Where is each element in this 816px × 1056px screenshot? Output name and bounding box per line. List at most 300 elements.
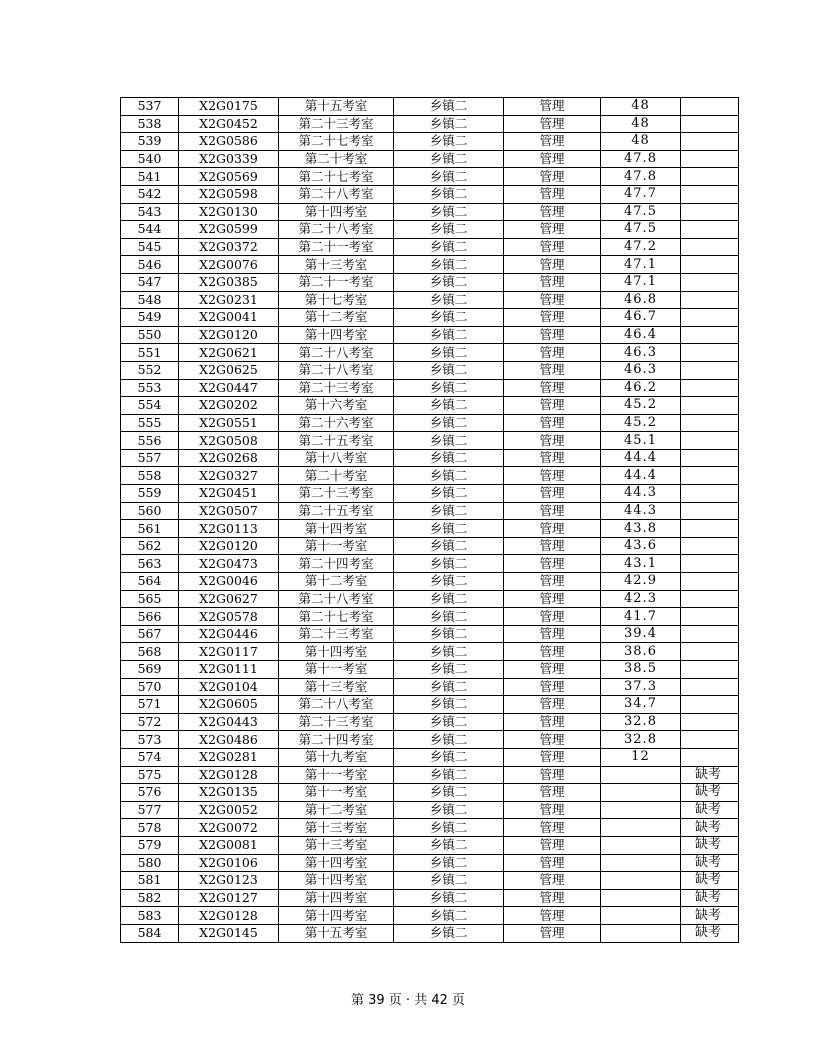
cell-category: 管理	[504, 731, 601, 749]
cell-seq: 547	[121, 273, 179, 291]
cell-area: 乡镇二	[394, 397, 504, 415]
cell-remark: 缺考	[681, 766, 739, 784]
cell-exam-id: X2G0120	[179, 537, 279, 555]
cell-seq: 562	[121, 537, 179, 555]
cell-room: 第十三考室	[279, 836, 394, 854]
cell-seq: 548	[121, 291, 179, 309]
table-row	[121, 643, 739, 661]
cell-area: 乡镇二	[394, 133, 504, 151]
table-row	[121, 625, 739, 643]
cell-category: 管理	[504, 256, 601, 274]
cell-exam-id: X2G0508	[179, 432, 279, 450]
cell-score: 47.7	[601, 185, 681, 203]
cell-remark	[681, 256, 739, 274]
table-row	[121, 485, 739, 503]
cell-room: 第十四考室	[279, 854, 394, 872]
cell-seq: 559	[121, 485, 179, 503]
cell-exam-id: X2G0135	[179, 784, 279, 802]
cell-area: 乡镇二	[394, 485, 504, 503]
cell-score	[601, 889, 681, 907]
cell-score: 42.9	[601, 573, 681, 591]
cell-exam-id: X2G0625	[179, 361, 279, 379]
cell-remark	[681, 361, 739, 379]
cell-room: 第二十七考室	[279, 608, 394, 626]
cell-exam-id: X2G0385	[179, 273, 279, 291]
cell-remark	[681, 678, 739, 696]
cell-area: 乡镇二	[394, 784, 504, 802]
cell-area: 乡镇二	[394, 555, 504, 573]
cell-area: 乡镇二	[394, 309, 504, 327]
cell-remark	[681, 98, 739, 116]
cell-category: 管理	[504, 467, 601, 485]
table-row	[121, 414, 739, 432]
cell-exam-id: X2G0231	[179, 291, 279, 309]
cell-category: 管理	[504, 273, 601, 291]
cell-remark	[681, 608, 739, 626]
cell-remark	[681, 537, 739, 555]
table-row	[121, 555, 739, 573]
cell-exam-id: X2G0452	[179, 115, 279, 133]
cell-seq: 584	[121, 924, 179, 942]
table-row	[121, 379, 739, 397]
cell-area: 乡镇二	[394, 467, 504, 485]
table-row	[121, 133, 739, 151]
cell-room: 第二十三考室	[279, 379, 394, 397]
cell-category: 管理	[504, 485, 601, 503]
cell-category: 管理	[504, 537, 601, 555]
cell-seq: 564	[121, 573, 179, 591]
cell-category: 管理	[504, 836, 601, 854]
cell-category: 管理	[504, 115, 601, 133]
cell-score	[601, 819, 681, 837]
cell-exam-id: X2G0327	[179, 467, 279, 485]
cell-area: 乡镇二	[394, 819, 504, 837]
cell-area: 乡镇二	[394, 256, 504, 274]
cell-area: 乡镇二	[394, 661, 504, 679]
cell-exam-id: X2G0446	[179, 625, 279, 643]
cell-area: 乡镇二	[394, 291, 504, 309]
cell-category: 管理	[504, 678, 601, 696]
cell-area: 乡镇二	[394, 713, 504, 731]
cell-exam-id: X2G0372	[179, 238, 279, 256]
cell-seq: 579	[121, 836, 179, 854]
cell-room: 第十四考室	[279, 326, 394, 344]
cell-exam-id: X2G0599	[179, 221, 279, 239]
cell-remark	[681, 309, 739, 327]
cell-exam-id: X2G0127	[179, 889, 279, 907]
cell-room: 第二十八考室	[279, 344, 394, 362]
cell-category: 管理	[504, 854, 601, 872]
cell-remark: 缺考	[681, 872, 739, 890]
cell-area: 乡镇二	[394, 608, 504, 626]
cell-remark	[681, 573, 739, 591]
table-row	[121, 819, 739, 837]
cell-category: 管理	[504, 432, 601, 450]
cell-category: 管理	[504, 889, 601, 907]
cell-seq: 565	[121, 590, 179, 608]
cell-area: 乡镇二	[394, 115, 504, 133]
cell-score: 48	[601, 98, 681, 116]
cell-room: 第十四考室	[279, 203, 394, 221]
cell-exam-id: X2G0447	[179, 379, 279, 397]
cell-remark	[681, 185, 739, 203]
cell-seq: 542	[121, 185, 179, 203]
table-row	[121, 836, 739, 854]
cell-exam-id: X2G0175	[179, 98, 279, 116]
cell-area: 乡镇二	[394, 379, 504, 397]
cell-category: 管理	[504, 766, 601, 784]
cell-seq: 581	[121, 872, 179, 890]
cell-remark	[681, 643, 739, 661]
cell-score	[601, 784, 681, 802]
cell-remark	[681, 748, 739, 766]
cell-seq: 574	[121, 748, 179, 766]
cell-score: 44.4	[601, 449, 681, 467]
cell-area: 乡镇二	[394, 625, 504, 643]
cell-exam-id: X2G0081	[179, 836, 279, 854]
cell-area: 乡镇二	[394, 221, 504, 239]
cell-remark: 缺考	[681, 924, 739, 942]
page-footer: 第 39 页 · 共 42 页	[350, 993, 465, 1008]
cell-room: 第二十四考室	[279, 731, 394, 749]
cell-category: 管理	[504, 397, 601, 415]
cell-area: 乡镇二	[394, 414, 504, 432]
cell-remark	[681, 326, 739, 344]
cell-area: 乡镇二	[394, 520, 504, 538]
cell-room: 第二十一考室	[279, 273, 394, 291]
table-row	[121, 397, 739, 415]
cell-seq: 582	[121, 889, 179, 907]
table-row	[121, 273, 739, 291]
cell-exam-id: X2G0123	[179, 872, 279, 890]
cell-remark	[681, 150, 739, 168]
cell-category: 管理	[504, 238, 601, 256]
cell-remark	[681, 502, 739, 520]
cell-score: 48	[601, 115, 681, 133]
table-row	[121, 907, 739, 925]
cell-room: 第十二考室	[279, 573, 394, 591]
cell-score: 32.8	[601, 713, 681, 731]
cell-room: 第十五考室	[279, 98, 394, 116]
cell-category: 管理	[504, 344, 601, 362]
cell-score	[601, 836, 681, 854]
table-row	[121, 449, 739, 467]
cell-area: 乡镇二	[394, 766, 504, 784]
cell-category: 管理	[504, 573, 601, 591]
cell-seq: 577	[121, 801, 179, 819]
cell-remark	[681, 590, 739, 608]
cell-area: 乡镇二	[394, 185, 504, 203]
cell-room: 第二十八考室	[279, 221, 394, 239]
cell-seq: 550	[121, 326, 179, 344]
cell-area: 乡镇二	[394, 854, 504, 872]
cell-seq: 572	[121, 713, 179, 731]
cell-category: 管理	[504, 784, 601, 802]
cell-seq: 554	[121, 397, 179, 415]
table-row	[121, 573, 739, 591]
table-row	[121, 748, 739, 766]
cell-exam-id: X2G0113	[179, 520, 279, 538]
cell-room: 第十四考室	[279, 907, 394, 925]
cell-seq: 549	[121, 309, 179, 327]
cell-area: 乡镇二	[394, 537, 504, 555]
cell-room: 第十八考室	[279, 449, 394, 467]
cell-room: 第二十三考室	[279, 713, 394, 731]
cell-room: 第二十八考室	[279, 361, 394, 379]
cell-seq: 541	[121, 168, 179, 186]
cell-score: 47.1	[601, 273, 681, 291]
cell-seq: 573	[121, 731, 179, 749]
cell-category: 管理	[504, 819, 601, 837]
table-row	[121, 203, 739, 221]
table-row	[121, 168, 739, 186]
cell-area: 乡镇二	[394, 889, 504, 907]
cell-remark	[681, 696, 739, 714]
cell-remark	[681, 168, 739, 186]
cell-score: 38.6	[601, 643, 681, 661]
cell-room: 第十一考室	[279, 537, 394, 555]
cell-area: 乡镇二	[394, 168, 504, 186]
cell-remark	[681, 344, 739, 362]
cell-room: 第二十考室	[279, 150, 394, 168]
cell-exam-id: X2G0486	[179, 731, 279, 749]
score-table	[120, 97, 739, 943]
cell-category: 管理	[504, 98, 601, 116]
cell-room: 第二十八考室	[279, 590, 394, 608]
table-row	[121, 326, 739, 344]
cell-room: 第十四考室	[279, 643, 394, 661]
cell-score: 43.8	[601, 520, 681, 538]
cell-seq: 558	[121, 467, 179, 485]
table-row	[121, 784, 739, 802]
cell-remark	[681, 625, 739, 643]
cell-category: 管理	[504, 150, 601, 168]
cell-seq: 557	[121, 449, 179, 467]
cell-seq: 571	[121, 696, 179, 714]
cell-score: 47.8	[601, 150, 681, 168]
cell-area: 乡镇二	[394, 449, 504, 467]
cell-remark	[681, 238, 739, 256]
table-row	[121, 872, 739, 890]
cell-remark: 缺考	[681, 836, 739, 854]
table-row	[121, 256, 739, 274]
cell-seq: 537	[121, 98, 179, 116]
cell-seq: 556	[121, 432, 179, 450]
cell-category: 管理	[504, 643, 601, 661]
table-row	[121, 590, 739, 608]
cell-area: 乡镇二	[394, 273, 504, 291]
cell-area: 乡镇二	[394, 590, 504, 608]
cell-room: 第十三考室	[279, 819, 394, 837]
table-row	[121, 731, 739, 749]
cell-seq: 551	[121, 344, 179, 362]
cell-remark	[681, 397, 739, 415]
cell-remark	[681, 485, 739, 503]
cell-exam-id: X2G0578	[179, 608, 279, 626]
cell-remark	[681, 221, 739, 239]
cell-exam-id: X2G0507	[179, 502, 279, 520]
cell-category: 管理	[504, 625, 601, 643]
cell-category: 管理	[504, 608, 601, 626]
table-row	[121, 361, 739, 379]
cell-exam-id: X2G0104	[179, 678, 279, 696]
cell-exam-id: X2G0072	[179, 819, 279, 837]
cell-seq: 552	[121, 361, 179, 379]
cell-score: 46.4	[601, 326, 681, 344]
cell-category: 管理	[504, 326, 601, 344]
cell-remark: 缺考	[681, 889, 739, 907]
cell-exam-id: X2G0052	[179, 801, 279, 819]
table-row	[121, 238, 739, 256]
cell-remark	[681, 731, 739, 749]
cell-exam-id: X2G0551	[179, 414, 279, 432]
cell-remark	[681, 432, 739, 450]
cell-score	[601, 924, 681, 942]
cell-remark	[681, 520, 739, 538]
cell-area: 乡镇二	[394, 696, 504, 714]
cell-score: 32.8	[601, 731, 681, 749]
cell-room: 第二十八考室	[279, 185, 394, 203]
cell-category: 管理	[504, 590, 601, 608]
cell-room: 第十一考室	[279, 661, 394, 679]
table-row	[121, 185, 739, 203]
cell-exam-id: X2G0128	[179, 907, 279, 925]
cell-exam-id: X2G0046	[179, 573, 279, 591]
cell-score: 34.7	[601, 696, 681, 714]
cell-exam-id: X2G0202	[179, 397, 279, 415]
cell-category: 管理	[504, 203, 601, 221]
cell-seq: 578	[121, 819, 179, 837]
cell-category: 管理	[504, 449, 601, 467]
table-body	[121, 98, 739, 943]
cell-room: 第十六考室	[279, 397, 394, 415]
cell-score	[601, 854, 681, 872]
cell-seq: 546	[121, 256, 179, 274]
cell-category: 管理	[504, 133, 601, 151]
cell-score: 46.7	[601, 309, 681, 327]
cell-exam-id: X2G0627	[179, 590, 279, 608]
table-row	[121, 889, 739, 907]
cell-room: 第十三考室	[279, 256, 394, 274]
table-row	[121, 221, 739, 239]
cell-exam-id: X2G0569	[179, 168, 279, 186]
cell-area: 乡镇二	[394, 98, 504, 116]
cell-seq: 539	[121, 133, 179, 151]
cell-remark	[681, 555, 739, 573]
cell-category: 管理	[504, 168, 601, 186]
cell-exam-id: X2G0120	[179, 326, 279, 344]
table-row	[121, 713, 739, 731]
table-row	[121, 678, 739, 696]
cell-category: 管理	[504, 502, 601, 520]
cell-exam-id: X2G0281	[179, 748, 279, 766]
cell-area: 乡镇二	[394, 344, 504, 362]
cell-seq: 583	[121, 907, 179, 925]
cell-seq: 569	[121, 661, 179, 679]
cell-room: 第二十八考室	[279, 696, 394, 714]
cell-score: 43.6	[601, 537, 681, 555]
cell-area: 乡镇二	[394, 573, 504, 591]
cell-remark: 缺考	[681, 907, 739, 925]
cell-room: 第十九考室	[279, 748, 394, 766]
cell-score: 46.3	[601, 344, 681, 362]
cell-remark: 缺考	[681, 854, 739, 872]
cell-room: 第十四考室	[279, 889, 394, 907]
cell-category: 管理	[504, 748, 601, 766]
cell-remark	[681, 713, 739, 731]
cell-score: 45.1	[601, 432, 681, 450]
cell-exam-id: X2G0339	[179, 150, 279, 168]
cell-exam-id: X2G0145	[179, 924, 279, 942]
table-row	[121, 854, 739, 872]
cell-seq: 576	[121, 784, 179, 802]
cell-room: 第二十四考室	[279, 555, 394, 573]
cell-area: 乡镇二	[394, 238, 504, 256]
cell-exam-id: X2G0117	[179, 643, 279, 661]
cell-area: 乡镇二	[394, 731, 504, 749]
cell-score: 43.1	[601, 555, 681, 573]
cell-category: 管理	[504, 924, 601, 942]
cell-area: 乡镇二	[394, 836, 504, 854]
cell-category: 管理	[504, 520, 601, 538]
table-row	[121, 801, 739, 819]
cell-seq: 563	[121, 555, 179, 573]
cell-room: 第十四考室	[279, 520, 394, 538]
table-row	[121, 766, 739, 784]
table-row	[121, 98, 739, 116]
table-row	[121, 291, 739, 309]
cell-score: 47.1	[601, 256, 681, 274]
cell-score: 39.4	[601, 625, 681, 643]
cell-room: 第十二考室	[279, 801, 394, 819]
cell-category: 管理	[504, 713, 601, 731]
cell-category: 管理	[504, 907, 601, 925]
cell-score	[601, 801, 681, 819]
cell-room: 第二十五考室	[279, 432, 394, 450]
cell-room: 第二十一考室	[279, 238, 394, 256]
cell-score: 47.5	[601, 221, 681, 239]
cell-exam-id: X2G0443	[179, 713, 279, 731]
cell-seq: 575	[121, 766, 179, 784]
cell-category: 管理	[504, 555, 601, 573]
table-row	[121, 661, 739, 679]
cell-room: 第十五考室	[279, 924, 394, 942]
cell-room: 第二十七考室	[279, 133, 394, 151]
cell-area: 乡镇二	[394, 150, 504, 168]
cell-area: 乡镇二	[394, 643, 504, 661]
table-row	[121, 696, 739, 714]
cell-area: 乡镇二	[394, 432, 504, 450]
cell-remark	[681, 203, 739, 221]
cell-seq: 543	[121, 203, 179, 221]
cell-room: 第二十五考室	[279, 502, 394, 520]
cell-exam-id: X2G0605	[179, 696, 279, 714]
cell-remark	[681, 273, 739, 291]
cell-seq: 580	[121, 854, 179, 872]
cell-score: 42.3	[601, 590, 681, 608]
cell-area: 乡镇二	[394, 361, 504, 379]
cell-seq: 555	[121, 414, 179, 432]
cell-score: 37.3	[601, 678, 681, 696]
cell-area: 乡镇二	[394, 924, 504, 942]
cell-category: 管理	[504, 661, 601, 679]
cell-category: 管理	[504, 361, 601, 379]
cell-seq: 568	[121, 643, 179, 661]
cell-exam-id: X2G0451	[179, 485, 279, 503]
cell-seq: 560	[121, 502, 179, 520]
cell-score	[601, 872, 681, 890]
table-row	[121, 520, 739, 538]
